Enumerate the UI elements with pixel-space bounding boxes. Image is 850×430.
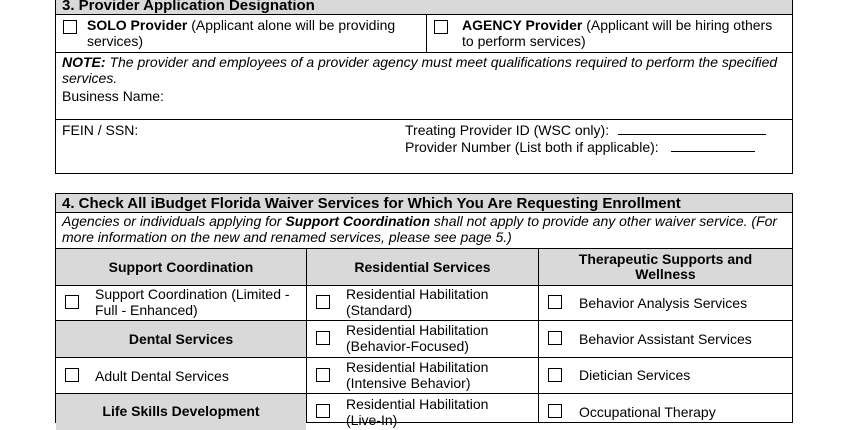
section-4-title: 4. Check All iBudget Florida Waiver Services for Which You Are Requesting Enrollment xyxy=(56,194,792,212)
residential-intensive-behavior-label: Residential Habilitation (Intensive Behavior) xyxy=(346,359,489,391)
dietician-checkbox[interactable] xyxy=(548,368,562,382)
residential-behavior-focused-label: Residential Habilitation (Behavior-Focused) xyxy=(346,322,489,354)
residential-intensive-behavior-checkbox[interactable] xyxy=(316,368,330,382)
behavior-analysis-label: Behavior Analysis Services xyxy=(579,295,748,311)
col-divider-2 xyxy=(538,248,539,423)
support-coordination-checkbox[interactable] xyxy=(65,295,79,309)
solo-provider-option: SOLO Provider (Applicant alone will be providing services) xyxy=(87,17,396,49)
section-3-title: 3. Provider Application Designation xyxy=(56,0,792,14)
residential-behavior-focused-checkbox[interactable] xyxy=(316,331,330,345)
treating-provider-id-field[interactable] xyxy=(405,122,766,138)
treating-provider-id-label: Treating Provider ID (WSC only): xyxy=(405,122,610,138)
dental-services-header: Dental Services xyxy=(56,321,306,357)
business-name-label: Business Name: xyxy=(62,88,164,104)
occupational-therapy-label: Occupational Therapy xyxy=(579,404,716,420)
provider-number-field[interactable] xyxy=(405,139,755,155)
col-header-residential-services: Residential Services xyxy=(307,249,538,285)
residential-standard-checkbox[interactable] xyxy=(316,295,330,309)
behavior-assistant-label: Behavior Assistant Services xyxy=(579,331,752,347)
row-rule-3 xyxy=(55,357,793,358)
treating-provider-id-line xyxy=(618,122,766,135)
col-header-support-coordination: Support Coordination xyxy=(56,249,306,285)
col-header-therapeutic-supports: Therapeutic Supports and Wellness xyxy=(539,249,792,285)
life-skills-header: Life Skills Development xyxy=(56,394,306,430)
col-divider-1 xyxy=(306,248,307,423)
dietician-label: Dietician Services xyxy=(579,367,691,383)
solo-provider-checkbox[interactable] xyxy=(63,20,77,34)
provider-number-line xyxy=(671,139,755,152)
designation-divider xyxy=(426,14,427,53)
fein-ssn-label: FEIN / SSN: xyxy=(62,122,139,138)
business-name-field[interactable] xyxy=(55,87,793,120)
support-coordination-label: Support Coordination (Limited - Full - Enhanced) xyxy=(95,286,290,318)
residential-standard-label: Residential Habilitation (Standard) xyxy=(346,286,489,318)
agency-provider-checkbox[interactable] xyxy=(434,20,448,34)
fein-row xyxy=(55,119,793,120)
behavior-analysis-checkbox[interactable] xyxy=(548,295,562,309)
provider-number-label: Provider Number (List both if applicable): xyxy=(405,139,659,155)
residential-live-in-label: Residential Habilitation (Live-In) xyxy=(346,396,489,428)
provider-note: NOTE: The provider and employees of a provider agency must meet qualifications required to perform the specified services. xyxy=(62,54,778,86)
services-note: Agencies or individuals applying for Support Coordination shall not apply to provide any other waiver service. (For more information on the new and renamed services, please see page 5.) xyxy=(62,213,778,245)
behavior-assistant-checkbox[interactable] xyxy=(548,331,562,345)
adult-dental-label: Adult Dental Services xyxy=(95,368,229,384)
agency-provider-option: AGENCY Provider (Applicant will be hiring others to perform services) xyxy=(462,17,773,49)
adult-dental-checkbox[interactable] xyxy=(65,368,79,382)
